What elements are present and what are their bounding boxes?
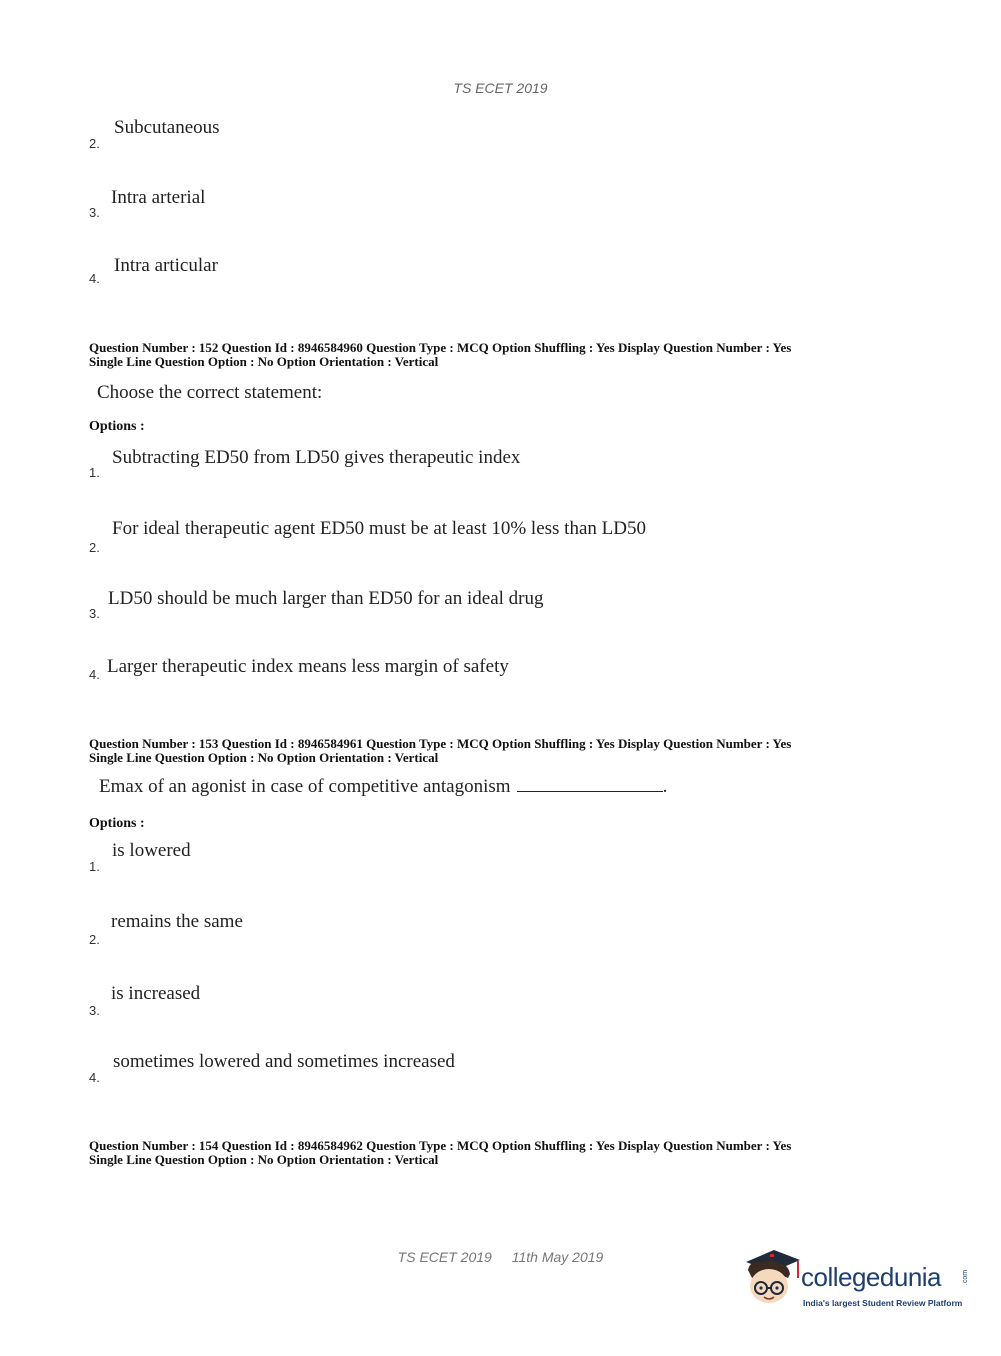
option-number: 4. (89, 667, 100, 682)
option-number: 1. (89, 465, 100, 480)
option-text: is lowered (112, 840, 191, 861)
question-meta (89, 341, 909, 369)
option-text: LD50 should be much larger than ED50 for an ideal drug (108, 588, 544, 609)
footer-date: 11th May 2019 (511, 1249, 604, 1265)
option-text: Intra arterial (111, 187, 206, 208)
question-text-end: . (662, 776, 668, 797)
option-number: 3. (89, 205, 100, 220)
option-number: 4. (89, 1070, 100, 1085)
question-text-main: Emax of an agonist in case of competitive antagonism (99, 776, 511, 797)
question-meta-line: Question Number : 154 Question Id : 8946584962 Question Type : MCQ Option Shuffling : Yes Display Question Number : Yes (89, 1138, 792, 1153)
answer-blank (517, 777, 663, 792)
question-text (99, 776, 667, 798)
option-number: 2. (89, 540, 100, 555)
option-number: 4. (89, 271, 100, 286)
option-text: sometimes lowered and sometimes increased (113, 1051, 455, 1072)
mascot-icon (740, 1248, 802, 1318)
option-text: is increased (111, 983, 201, 1004)
page-header: TS ECET 2019 (453, 80, 548, 96)
logo-domain-suffix: .com (962, 1269, 970, 1286)
option-number: 3. (89, 1003, 100, 1018)
option-text: Larger therapeutic index means less margin of safety (107, 656, 509, 677)
footer-exam: TS ECET 2019 (397, 1249, 492, 1265)
question-meta-line: Question Number : 152 Question Id : 8946584960 Question Type : MCQ Option Shuffling : Yes Display Question Number : Yes (89, 340, 792, 355)
option-text: For ideal therapeutic agent ED50 must be at least 10% less than LD50 (112, 518, 646, 539)
question-meta-line: Question Number : 153 Question Id : 8946584961 Question Type : MCQ Option Shuffling : Yes Display Question Number : Yes (89, 736, 792, 751)
question-meta (89, 1139, 909, 1167)
option-number: 2. (89, 932, 100, 947)
logo-tagline: India's largest Student Review Platform (803, 1298, 963, 1308)
options-label: Options : (89, 419, 145, 434)
option-text: remains the same (111, 911, 243, 932)
option-text: Intra articular (114, 255, 218, 276)
option-number: 1. (89, 859, 100, 874)
collegedunia-logo[interactable] (740, 1248, 970, 1318)
logo-wordmark: collegedunia (801, 1262, 942, 1292)
question-meta-line: Single Line Question Option : No Option Orientation : Vertical (89, 1152, 439, 1167)
question-text: Choose the correct statement: (97, 382, 323, 403)
option-number: 2. (89, 136, 100, 151)
option-number: 3. (89, 606, 100, 621)
question-meta-line: Single Line Question Option : No Option Orientation : Vertical (89, 354, 439, 369)
question-meta (89, 737, 909, 765)
option-text: Subtracting ED50 from LD50 gives therapeutic index (112, 447, 521, 468)
option-text: Subcutaneous (114, 117, 220, 138)
question-meta-line: Single Line Question Option : No Option Orientation : Vertical (89, 750, 439, 765)
options-label: Options : (89, 816, 145, 831)
